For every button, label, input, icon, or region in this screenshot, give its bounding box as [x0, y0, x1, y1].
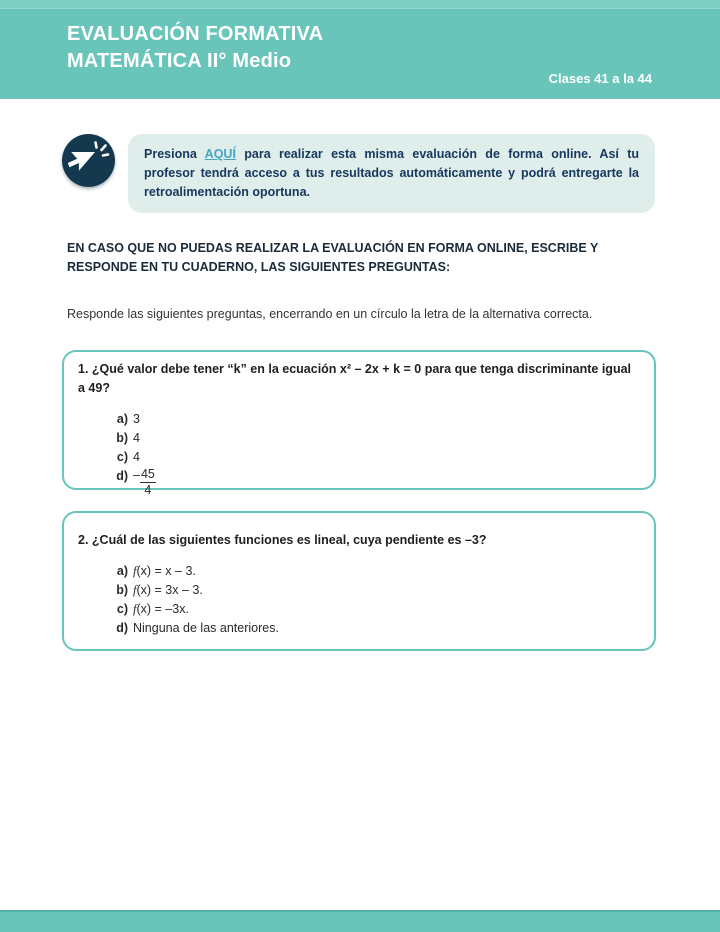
callout-text: [144, 145, 639, 202]
option-letter: d): [116, 469, 128, 483]
question-2-text: 2. ¿Cuál de las siguientes funciones es lineal, cuya pendiente es –3?: [78, 533, 487, 547]
question-1-options: [112, 410, 640, 497]
option-1a: [112, 410, 640, 429]
function-symbol: f: [133, 583, 137, 597]
option-value: f(x) = x – 3.: [133, 564, 196, 578]
option-2b: [112, 581, 640, 600]
fraction-denominator: 4: [144, 483, 152, 497]
answer-instruction: Responde las siguientes preguntas, encerrando en un círculo la letra de la alternativa correcta.: [67, 307, 593, 321]
callout-text-suffix: para realizar esta misma evaluación de forma online. Así tu profesor tendrá acceso a tus resultados automáticamente y podrá entregarte la retroalimentación oportuna.: [144, 147, 640, 199]
click-cursor-icon-svg: [62, 134, 115, 187]
question-1-text: 1. ¿Qué valor debe tener “k” en la ecuación x² – 2x + k = 0 para que tenga discriminante igual a 49?: [78, 362, 632, 395]
option-value: f(x) = 3x – 3.: [133, 583, 203, 597]
online-evaluation-callout: [128, 134, 655, 213]
page-title: [67, 21, 323, 75]
option-letter: c): [116, 602, 128, 616]
callout-text-prefix: Presiona: [144, 147, 205, 161]
option-letter: a): [116, 564, 128, 578]
footer-band: [0, 910, 720, 932]
option-2a: [112, 562, 640, 581]
function-symbol: f: [133, 602, 137, 616]
header-band: [0, 0, 720, 99]
click-cursor-icon: [62, 134, 115, 187]
option-2c: [112, 600, 640, 619]
option-1b: [112, 429, 640, 448]
option-1d: [112, 467, 640, 497]
option-value: Ninguna de las anteriores.: [133, 621, 279, 635]
option-letter: b): [116, 431, 128, 445]
fraction-sign: –: [133, 468, 140, 482]
title-line-1: EVALUACIÓN FORMATIVA: [67, 23, 324, 45]
question-2-options: [112, 562, 640, 638]
fraction-stack: [140, 468, 156, 497]
option-value: 4: [133, 431, 140, 445]
option-value: f(x) = –3x.: [133, 602, 189, 616]
option-value: 3: [133, 412, 140, 426]
classes-range-label: Clases 41 a la 44: [548, 71, 652, 86]
option-1c: [112, 448, 640, 467]
question-box-1: [62, 350, 656, 497]
option-letter: d): [116, 621, 128, 635]
question-2-number: 2.: [78, 533, 89, 547]
option-letter: b): [116, 583, 128, 597]
online-evaluation-link[interactable]: AQUÍ: [204, 147, 236, 161]
function-symbol: f: [133, 564, 137, 578]
offline-notice: EN CASO QUE NO PUEDAS REALIZAR LA EVALUACIÓN EN FORMA ONLINE, ESCRIBE Y RESPONDE EN TU CUADERNO, LAS SIGUIENTES PREGUNTAS:: [67, 241, 599, 274]
title-line-2: MATEMÁTICA II° Medio: [67, 50, 292, 72]
option-letter: c): [116, 450, 128, 464]
option-2d: [112, 619, 640, 638]
fraction-numerator: 45: [140, 467, 155, 481]
option-value: 4: [133, 450, 140, 464]
option-letter: a): [116, 412, 128, 426]
fraction-value: [133, 468, 156, 497]
question-1-number: 1.: [78, 362, 89, 376]
question-box-2: [62, 511, 656, 651]
